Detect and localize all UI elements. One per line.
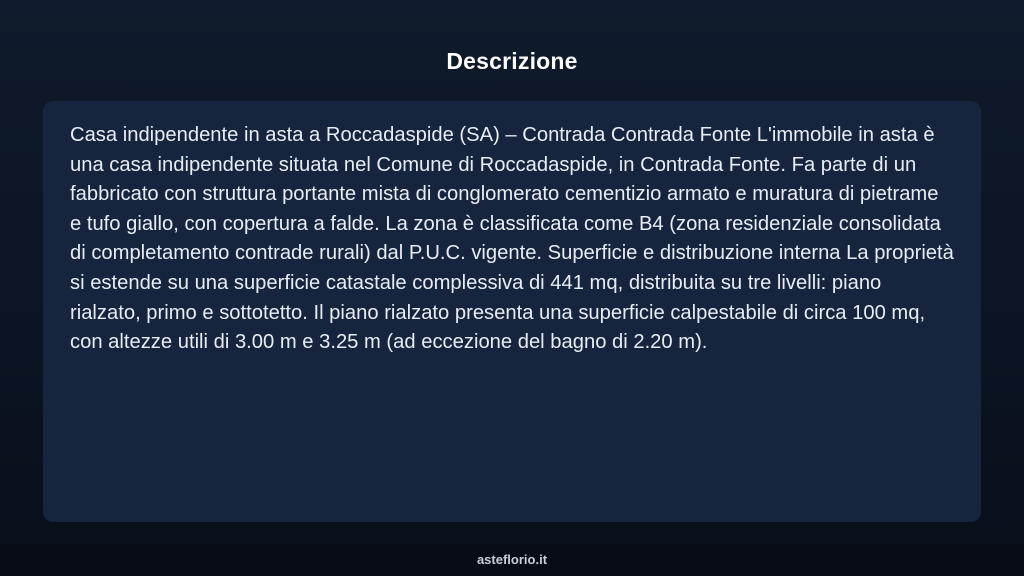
description-card (43, 101, 981, 522)
footer-site-label: asteflorio.it (476, 552, 548, 567)
footer-bar (0, 544, 1024, 576)
description-text: Casa indipendente in asta a Roccadaspide (SA) – Contrada Contrada Fonte L'immobile in asta è una casa indipendente situata nel Comune di Roccadaspide, in Contrada Fonte. Fa parte di un fabbricato con struttura portante mista di conglomerato cementizio armato e muratura di pietrame e tufo giallo, con copertura a falde. La zona è classificata come B4 (zona residenziale consolidata di completamento contrade rurali) dal P.U.C. vigente. Superficie e distribuzione interna La proprietà si estende su una superficie catastale complessiva di 441 mq, distribuita su tre livelli: piano rialzato, primo e sottotetto. Il piano rialzato presenta una superficie calpestabile di circa 100 mq, con altezze utili di 3.00 m e 3.25 m (ad eccezione del bagno di 2.20 m). (70, 124, 954, 354)
page-title: Descrizione (446, 48, 578, 74)
